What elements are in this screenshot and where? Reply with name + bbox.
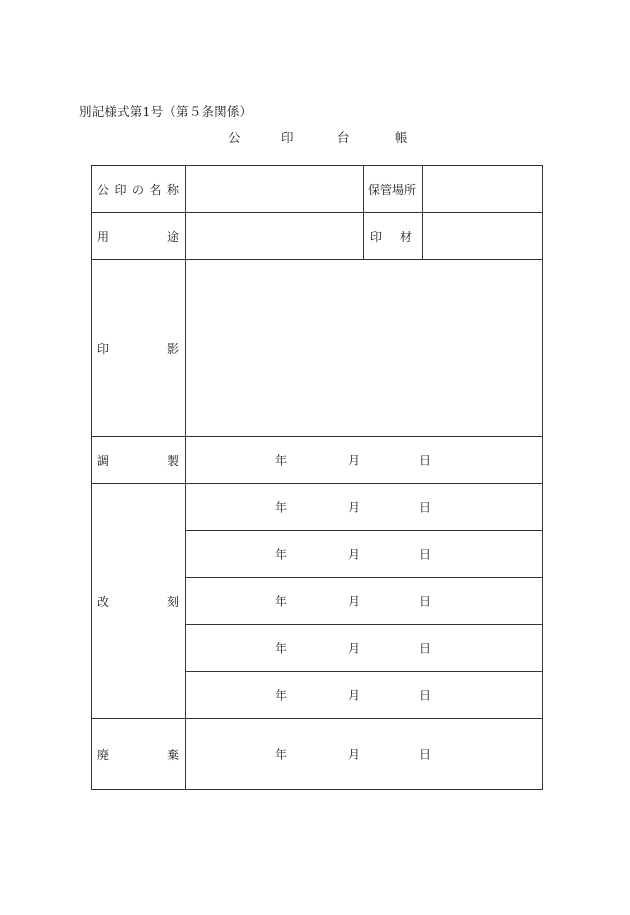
month-unit: 月 [348, 547, 361, 562]
label-use: 用 途 [92, 213, 186, 260]
row-use [92, 213, 543, 260]
field-use[interactable] [186, 213, 364, 260]
month-unit: 月 [348, 453, 361, 468]
field-recarved-date[interactable] [186, 484, 543, 531]
month-unit: 月 [348, 747, 361, 762]
field-recarved-date[interactable] [186, 578, 543, 625]
year-unit: 年 [275, 453, 288, 468]
year-unit: 年 [275, 641, 288, 656]
field-storage-location[interactable] [423, 166, 543, 213]
title-char: 印 [281, 130, 294, 145]
field-material[interactable] [423, 213, 543, 260]
year-unit: 年 [275, 547, 288, 562]
day-unit: 日 [419, 500, 432, 515]
label-abolished: 廃 棄 [92, 719, 186, 790]
label-material: 印 材 [364, 213, 423, 260]
row-seal-name [92, 166, 543, 213]
label-made: 調 製 [92, 437, 186, 484]
label-storage-location: 保管場所 [364, 166, 423, 213]
field-made-date[interactable] [186, 437, 543, 484]
row-abolished [92, 719, 543, 790]
day-unit: 日 [419, 594, 432, 609]
label-recarved: 改 刻 [92, 484, 186, 719]
month-unit: 月 [348, 500, 361, 515]
day-unit: 日 [419, 688, 432, 703]
label-seal-name: 公 印 の 名 称 [92, 166, 186, 213]
title-char: 帳 [395, 130, 408, 145]
year-unit: 年 [275, 747, 288, 762]
row-recarved-1 [92, 484, 543, 531]
day-unit: 日 [419, 547, 432, 562]
month-unit: 月 [348, 594, 361, 609]
form-number-caption: 別記様式第1号（第５条関係） [79, 104, 253, 119]
document-title [220, 128, 420, 144]
field-recarved-date[interactable] [186, 531, 543, 578]
field-abolished-date[interactable] [186, 719, 543, 790]
month-unit: 月 [348, 688, 361, 703]
day-unit: 日 [419, 641, 432, 656]
field-seal-impression[interactable] [186, 260, 543, 437]
month-unit: 月 [348, 641, 361, 656]
row-made [92, 437, 543, 484]
day-unit: 日 [419, 747, 432, 762]
year-unit: 年 [275, 688, 288, 703]
label-seal-impression: 印 影 [92, 260, 186, 437]
seal-ledger-table [91, 165, 543, 790]
field-seal-name[interactable] [186, 166, 364, 213]
field-recarved-date[interactable] [186, 625, 543, 672]
title-char: 公 [228, 130, 241, 145]
day-unit: 日 [419, 453, 432, 468]
row-seal-impression [92, 260, 543, 437]
year-unit: 年 [275, 500, 288, 515]
field-recarved-date[interactable] [186, 672, 543, 719]
year-unit: 年 [275, 594, 288, 609]
title-char: 台 [337, 130, 350, 145]
